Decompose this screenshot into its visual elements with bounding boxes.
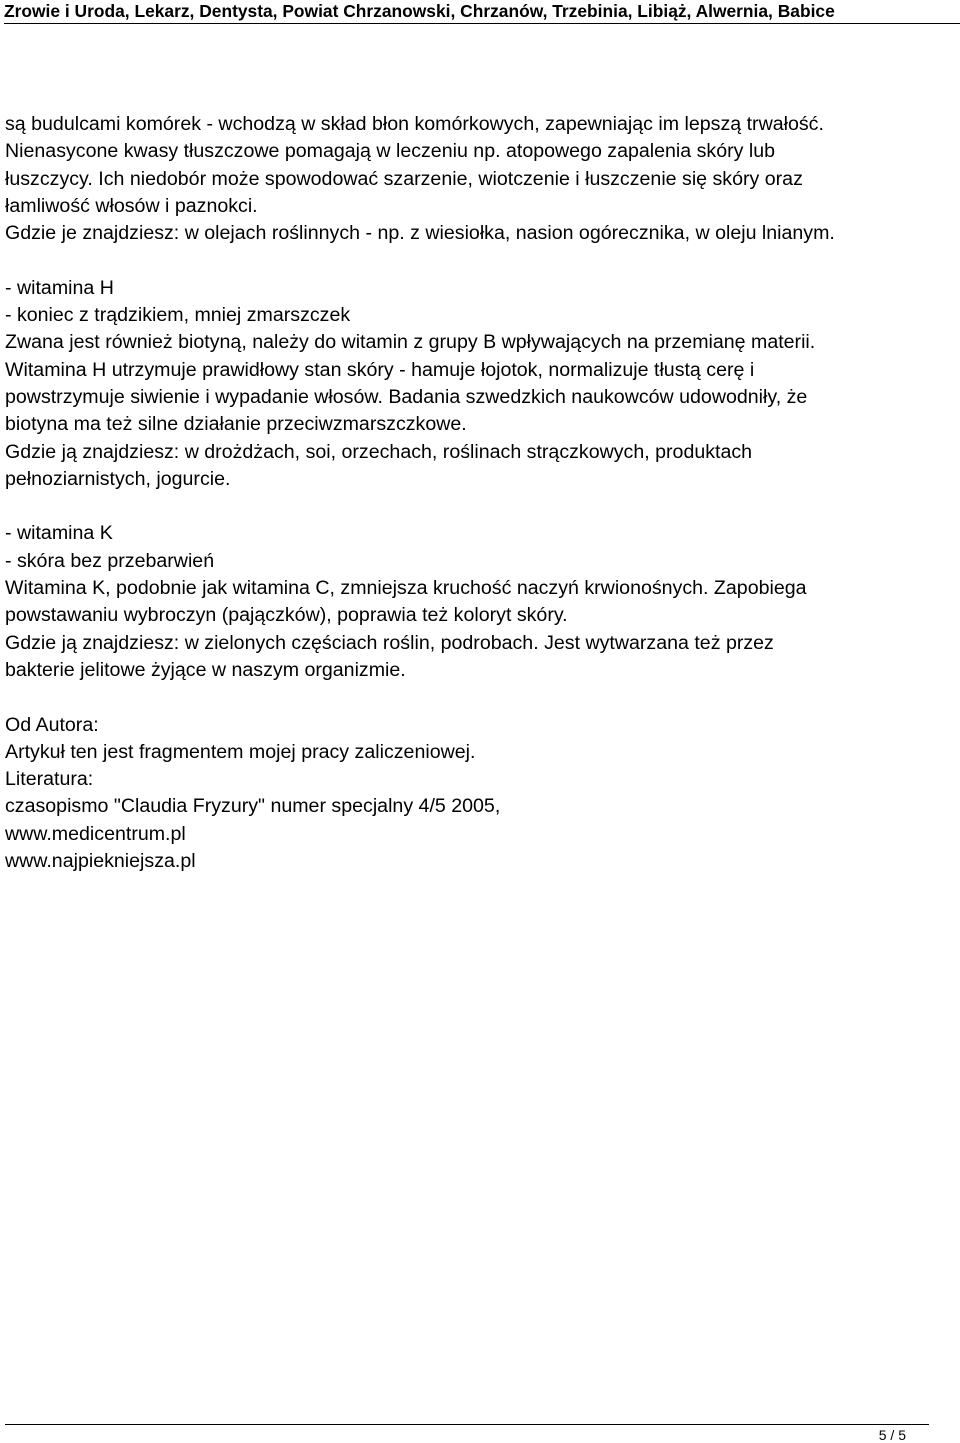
paragraph-vitamin-k	[5, 520, 925, 684]
text-line: - witamina K	[5, 522, 113, 545]
text-line: Nienasycone kwasy tłuszczowe pomagają w leczeniu np. atopowego zapalenia skóry lub	[5, 140, 776, 163]
text-line: Witamina H utrzymuje prawidłowy stan skóry - hamuje łojotok, normalizuje tłustą cerę i	[5, 358, 755, 381]
text-line: powstawaniu wybroczyn (pajączków), poprawia też koloryt skóry.	[5, 604, 568, 627]
text-line: - skóra bez przebarwień	[5, 549, 215, 572]
text-line: czasopismo "Claudia Fryzury" numer specjalny 4/5 2005,	[5, 795, 501, 818]
text-line: Witamina K, podobnie jak witamina C, zmniejsza kruchość naczyń krwionośnych. Zapobiega	[5, 577, 807, 600]
paragraph-fatty-acids	[5, 111, 925, 247]
text-line: pełnoziarnistych, jogurcie.	[5, 467, 231, 490]
text-line: Zwana jest również biotyną, należy do witamin z grupy B wpływających na przemianę materii.	[5, 331, 816, 354]
header-divider	[4, 23, 960, 24]
reference-link-line: www.medicentrum.pl	[5, 822, 186, 845]
text-line: Gdzie ją znajdziesz: w drożdżach, soi, orzechach, roślinach strączkowych, produktach	[5, 440, 753, 463]
text-line: są budulcami komórek - wchodzą w skład błon komórkowych, zapewniając im lepszą trwałość.	[5, 113, 824, 135]
paragraph-vitamin-h	[5, 275, 925, 493]
text-line: Gdzie je znajdziesz: w olejach roślinnych - np. z wiesiołka, nasion ogórecznika, w oleju lnianym.	[5, 222, 835, 245]
text-line: - witamina H	[5, 276, 114, 299]
document-body	[5, 111, 925, 903]
text-line: łamliwość włosów i paznokci.	[5, 194, 258, 217]
text-line: Gdzie ją znajdziesz: w zielonych częściach roślin, podrobach. Jest wytwarzana też przez	[5, 631, 774, 654]
text-line: biotyna ma też silne działanie przeciwzmarszczkowe.	[5, 413, 467, 436]
page-header-title: Zrowie i Uroda, Lekarz, Dentysta, Powiat Chrzanowski, Chrzanów, Trzebinia, Libiąż, Alwernia, Babice	[4, 1, 835, 21]
text-line: bakterie jelitowe żyjące w naszym organizmie.	[5, 658, 406, 681]
text-line: Artykuł ten jest fragmentem mojej pracy zaliczeniowej.	[5, 740, 476, 763]
page-number: 5 / 5	[878, 1427, 906, 1443]
reference-link-line: www.najpiekniejsza.pl	[5, 850, 196, 873]
text-line: łuszczycy. Ich niedobór może spowodować szarzenie, wiotczenie i łuszczenie się skóry oraz	[5, 167, 803, 190]
text-line: Literatura:	[5, 768, 94, 791]
footer-divider	[5, 1424, 929, 1425]
text-line: Od Autora:	[5, 713, 99, 736]
paragraph-author-references	[5, 712, 925, 876]
text-line: - koniec z trądzikiem, mniej zmarszczek	[5, 304, 351, 327]
text-line: powstrzymuje siwienie i wypadanie włosów. Badania szwedzkich naukowców udowodniły, że	[5, 385, 808, 408]
